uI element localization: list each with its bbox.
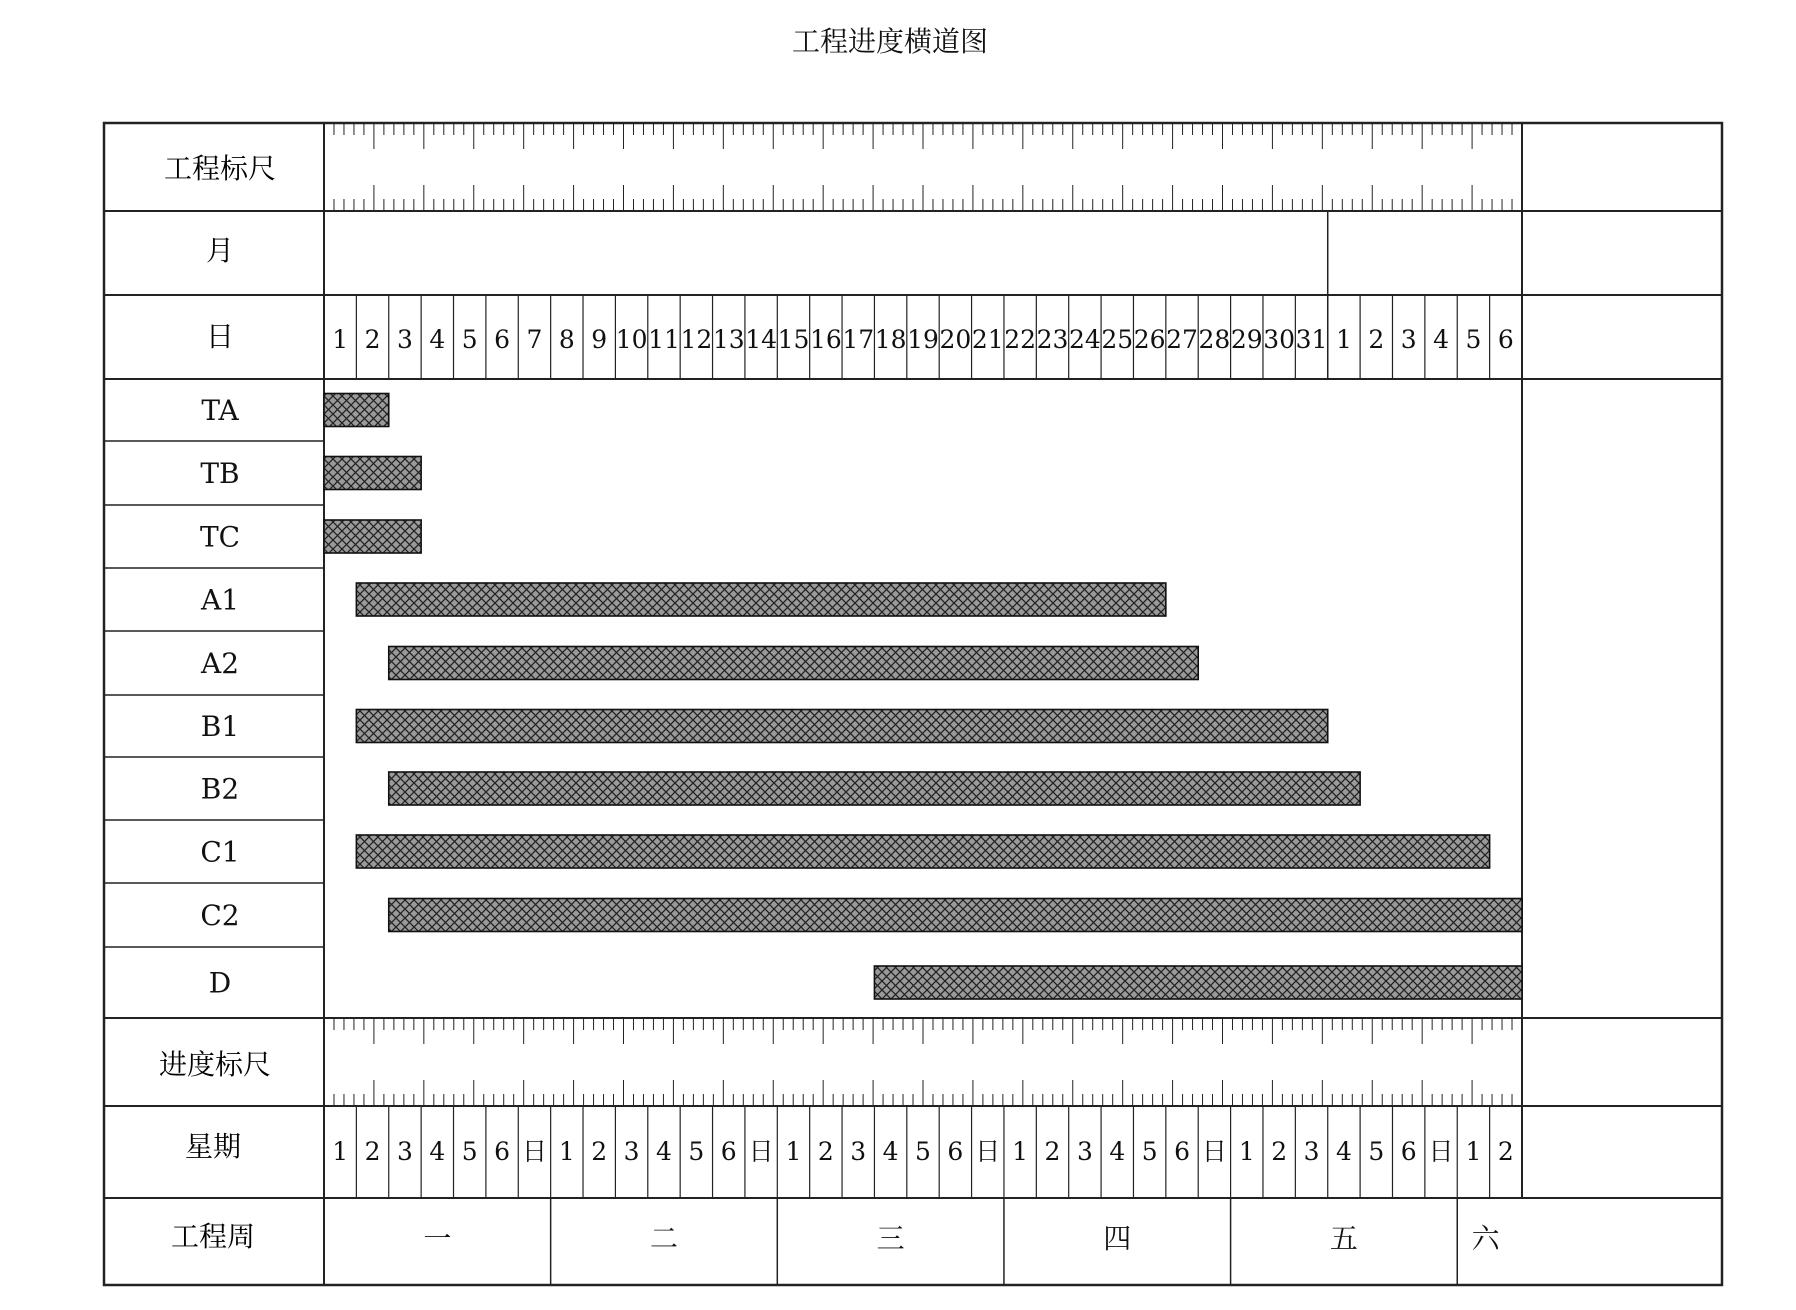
weekday-number: 1: [1238, 1137, 1255, 1166]
day-number: 22: [1004, 325, 1037, 354]
day-number: 29: [1230, 325, 1263, 354]
weekday-number: 6: [947, 1137, 964, 1166]
weekday-number: 6: [494, 1137, 511, 1166]
weekday-number: 1: [558, 1137, 575, 1166]
day-number: 4: [429, 325, 446, 354]
project-week-labels: [423, 1222, 1500, 1255]
day-number: 21: [971, 325, 1004, 354]
outer-frame: [104, 123, 1722, 1285]
day-number: 5: [1465, 325, 1482, 354]
task-label-a2: A2: [200, 647, 240, 680]
day-number: 2: [364, 325, 381, 354]
day-number: 30: [1263, 325, 1296, 354]
day-number: 9: [591, 325, 608, 354]
task-label-b1: B1: [200, 710, 240, 743]
day-number: 7: [526, 325, 543, 354]
weekday-number: 3: [396, 1137, 413, 1166]
day-number: 6: [494, 325, 511, 354]
task-bar-b2: [389, 772, 1360, 805]
row-labels: [159, 152, 276, 1253]
task-label-d: D: [208, 966, 232, 1000]
weekday-number: 1: [785, 1137, 802, 1166]
task-label-ta: TA: [201, 394, 239, 427]
label-day: 日: [205, 320, 235, 353]
project-week-label: 一: [423, 1222, 452, 1255]
label-weekday: 星期: [184, 1130, 242, 1163]
task-bar-d: [874, 966, 1522, 999]
day-number: 18: [874, 325, 907, 354]
weekday-number: 1: [1012, 1137, 1029, 1166]
day-number: 13: [712, 325, 745, 354]
weekday-number: 6: [1174, 1137, 1190, 1166]
task-bar-a1: [356, 583, 1165, 616]
weekday-number: 日: [748, 1137, 774, 1166]
day-number: 26: [1133, 325, 1166, 354]
day-number: 17: [842, 325, 875, 354]
task-bar-ta: [324, 394, 389, 427]
day-number: 27: [1166, 325, 1198, 354]
weekday-number: 日: [975, 1137, 1001, 1166]
weekday-number: 2: [1271, 1137, 1288, 1166]
weekday-number: 3: [1076, 1137, 1093, 1166]
day-number: 11: [648, 325, 680, 354]
weekday-number: 5: [1141, 1137, 1158, 1166]
chart-title: 工程进度横道图: [791, 25, 988, 58]
task-bar-c2: [389, 899, 1522, 932]
day-number: 23: [1036, 325, 1069, 354]
task-bar-c1: [356, 835, 1489, 868]
weekday-number: 4: [1335, 1137, 1352, 1166]
project-week-label: 二: [649, 1222, 678, 1255]
day-number: 4: [1433, 325, 1450, 354]
label-progress-scale: 进度标尺: [158, 1048, 272, 1081]
day-number: 3: [396, 325, 413, 354]
weekday-number: 3: [623, 1137, 640, 1166]
weekday-number: 5: [1368, 1137, 1385, 1166]
weekday-number: 5: [688, 1137, 705, 1166]
project-week-label: 五: [1329, 1222, 1358, 1255]
day-number: 25: [1101, 325, 1134, 354]
label-month: 月: [205, 234, 235, 267]
weekday-number: 2: [364, 1137, 381, 1166]
day-number: 6: [1497, 325, 1514, 354]
day-number: 28: [1198, 325, 1231, 354]
weekday-number: 2: [817, 1137, 834, 1166]
day-number: 8: [558, 325, 575, 354]
weekday-number: 1: [332, 1137, 349, 1166]
weekday-number: 日: [1428, 1137, 1454, 1166]
weekday-number: 6: [1400, 1137, 1417, 1166]
weekday-number: 1: [1465, 1137, 1482, 1166]
day-number: 3: [1400, 325, 1417, 354]
task-bar-b1: [356, 710, 1327, 743]
weekday-number: 3: [1303, 1137, 1320, 1166]
weekday-number: 4: [882, 1137, 899, 1166]
task-label-a1: A1: [200, 583, 240, 617]
project-week-label: 三: [876, 1222, 905, 1255]
label-project-week: 工程周: [170, 1220, 256, 1253]
label-engineering-scale: 工程标尺: [163, 152, 277, 185]
task-bar-tc: [324, 520, 421, 553]
weekday-number: 日: [1201, 1137, 1227, 1166]
day-number: 1: [1335, 325, 1352, 354]
weekday-number: 5: [461, 1137, 478, 1166]
day-number: 24: [1068, 325, 1101, 354]
day-number: 20: [939, 325, 972, 354]
weekday-number: 4: [429, 1137, 446, 1166]
weekday-number: 3: [850, 1137, 867, 1166]
task-label-c1: C1: [200, 835, 240, 869]
task-label-b2: B2: [200, 772, 240, 806]
weekday-number: 2: [591, 1137, 608, 1166]
weekday-number: 日: [521, 1137, 547, 1166]
day-numbers: [332, 325, 1514, 354]
task-label-tb: TB: [200, 457, 240, 490]
day-number: 2: [1368, 325, 1385, 354]
task-names: [200, 394, 240, 1000]
day-number: 14: [745, 325, 778, 354]
day-number: 15: [777, 325, 810, 354]
weekday-number: 4: [656, 1137, 672, 1166]
day-number: 31: [1295, 325, 1328, 354]
day-number: 19: [907, 325, 939, 354]
day-number: 12: [680, 325, 713, 354]
weekday-number: 2: [1497, 1137, 1514, 1166]
weekday-number: 2: [1044, 1137, 1061, 1166]
weekday-number: 4: [1109, 1137, 1126, 1166]
task-label-tc: TC: [199, 520, 241, 554]
task-bar-a2: [389, 647, 1198, 680]
task-bar-tb: [324, 457, 421, 490]
task-bars: [324, 394, 1522, 1000]
project-week-label: 六: [1471, 1222, 1500, 1255]
weekday-number: 6: [720, 1137, 737, 1166]
day-number: 5: [461, 325, 478, 354]
project-week-label: 四: [1103, 1222, 1132, 1255]
day-number: 16: [809, 325, 842, 354]
grid-lines: [104, 123, 1722, 1285]
task-label-c2: C2: [200, 899, 240, 932]
weekday-number: 5: [915, 1137, 931, 1166]
day-number: 10: [615, 325, 648, 354]
weekday-numbers: [332, 1137, 1514, 1166]
day-number: 1: [332, 325, 349, 354]
